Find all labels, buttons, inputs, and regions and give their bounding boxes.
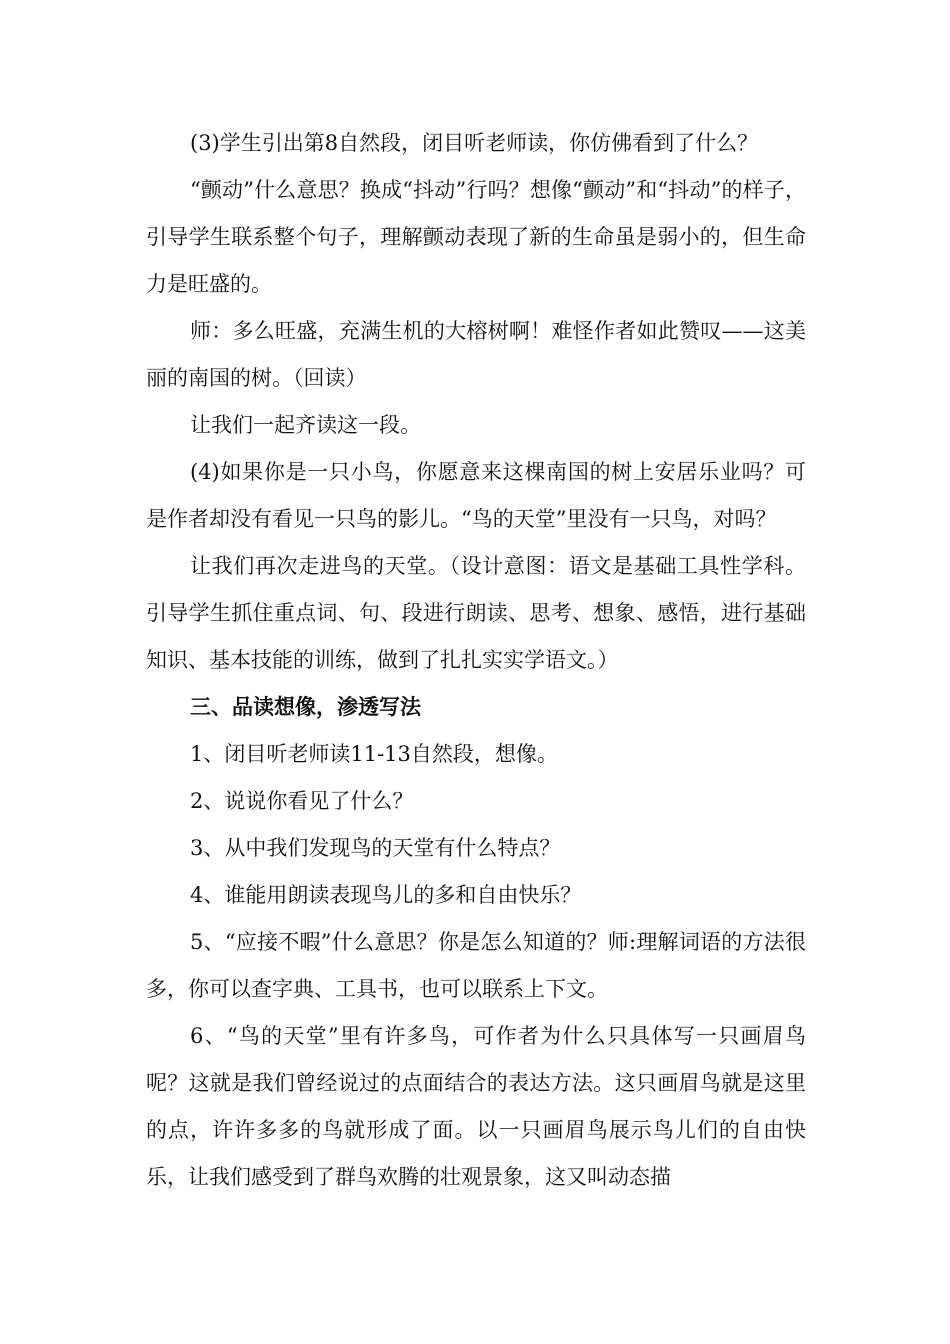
list-item-3: 3、从中我们发现鸟的天堂有什么特点？ [190,836,561,860]
paragraph-teacher-remark: 师：多么旺盛，充满生机的大榕树啊！难怪作者如此赞叹——这美丽的南国的树。（回读） [146,319,806,390]
paragraph-tremble-meaning: “颤动”什么意思？换成“抖动”行吗？想像“颤动”和“抖动”的样子，引导学生联系整个句子，理解颤动表现了新的生命虽是弱小的，但生命力是旺盛的。 [146,178,806,296]
document-body [146,120,806,1201]
paragraph-step-4: (4)如果你是一只小鸟，你愿意来这棵南国的树上安居乐业吗？可是作者却没有看见一只鸟的影儿。“鸟的天堂”里没有一只鸟，对吗？ [146,460,806,531]
paragraph-design-intent: 让我们再次走进鸟的天堂。（设计意图：语文是基础工具性学科。引导学生抓住重点词、句、段进行朗读、思考、想象、感悟，进行基础知识、基本技能的训练，做到了扎扎实实学语文。） [146,554,806,672]
list-item-5: 5、“应接不暇”什么意思？你是怎么知道的？师:理解词语的方法很多，你可以查字典、工具书，也可以联系上下文。 [146,930,806,1001]
list-item-2: 2、说说你看见了什么？ [190,789,414,813]
list-item-1: 1、闭目听老师读11-13自然段，想像。 [190,742,558,766]
list-item-4: 4、谁能用朗读表现鸟儿的多和自由快乐？ [190,883,582,907]
paragraph-step-3: (3)学生引出第8自然段，闭目听老师读，你仿佛看到了什么？ [190,131,759,155]
paragraph-read-together: 让我们一起齐读这一段。 [190,413,421,437]
section-heading: 三、品读想像，渗透写法 [190,695,421,719]
list-item-6: 6、“鸟的天堂”里有许多鸟，可作者为什么只具体写一只画眉鸟呢？这就是我们曾经说过的点面结合的表达方法。这只画眉鸟就是这里的点，许许多多的鸟就形成了面。以一只画眉鸟展示鸟儿们的自由快乐，让我们感受到了群鸟欢腾的壮观景象，这又叫动态描 [146,1024,806,1189]
